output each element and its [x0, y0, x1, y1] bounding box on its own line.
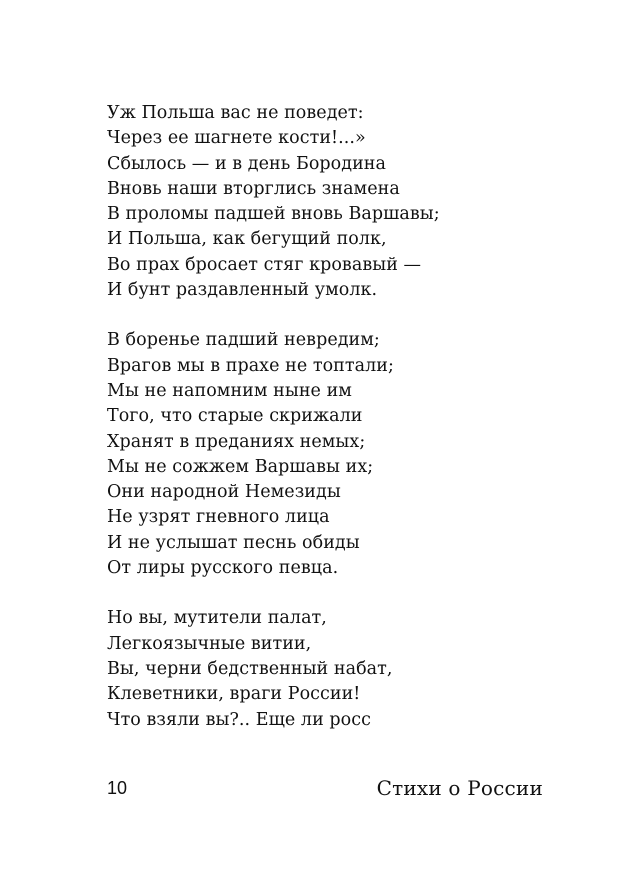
poem-line: И Польша, как бегущий полк,: [107, 229, 387, 250]
poem-line: Мы не сожжем Варшавы их;: [107, 456, 374, 477]
poem-line: Легкоязычные витии,: [107, 633, 312, 654]
poem-line: Но вы, мутители палат,: [107, 608, 327, 629]
page-number: 10: [107, 778, 128, 798]
poem-line: Они народной Немезиды: [107, 482, 341, 503]
stanza-3: [107, 606, 567, 732]
poem-line: В боренье падший невредим;: [107, 330, 380, 351]
poem-line: Мы не напомним ныне им: [107, 380, 352, 401]
poem-line: Клеветники, враги России!: [107, 684, 361, 705]
poem-line: Хранят в преданиях немых;: [107, 431, 366, 452]
poem-line: В проломы падшей вновь Варшавы;: [107, 204, 440, 225]
running-title: Стихи о России: [376, 776, 543, 800]
poem-line: Сбылось — и в день Бородина: [107, 153, 387, 174]
poem-line: Что взяли вы?.. Еще ли росс: [107, 709, 371, 730]
poem-line: И не услышат песнь обиды: [107, 532, 360, 553]
poem-line: Того, что старые скрижали: [107, 406, 363, 427]
poem-line: Не узрят гневного лица: [107, 507, 330, 528]
poem-text: [107, 101, 567, 733]
poem-line: Вы, черни бедственный набат,: [107, 658, 393, 679]
poem-line: Через ее шагнете кости!...»: [107, 128, 366, 149]
poem-line: Врагов мы в прахе не топтали;: [107, 355, 394, 376]
stanza-2: [107, 328, 567, 581]
poem-line: И бунт раздавленный умолк.: [107, 280, 378, 301]
poem-line: Вновь наши вторглись знамена: [107, 178, 400, 199]
poem-line: От лиры русского певца.: [107, 558, 339, 579]
poem-line: Во прах бросает стяг кровавый —: [107, 254, 422, 275]
stanza-1: [107, 101, 567, 303]
poem-line: Уж Польша вас не поведет:: [107, 103, 364, 123]
